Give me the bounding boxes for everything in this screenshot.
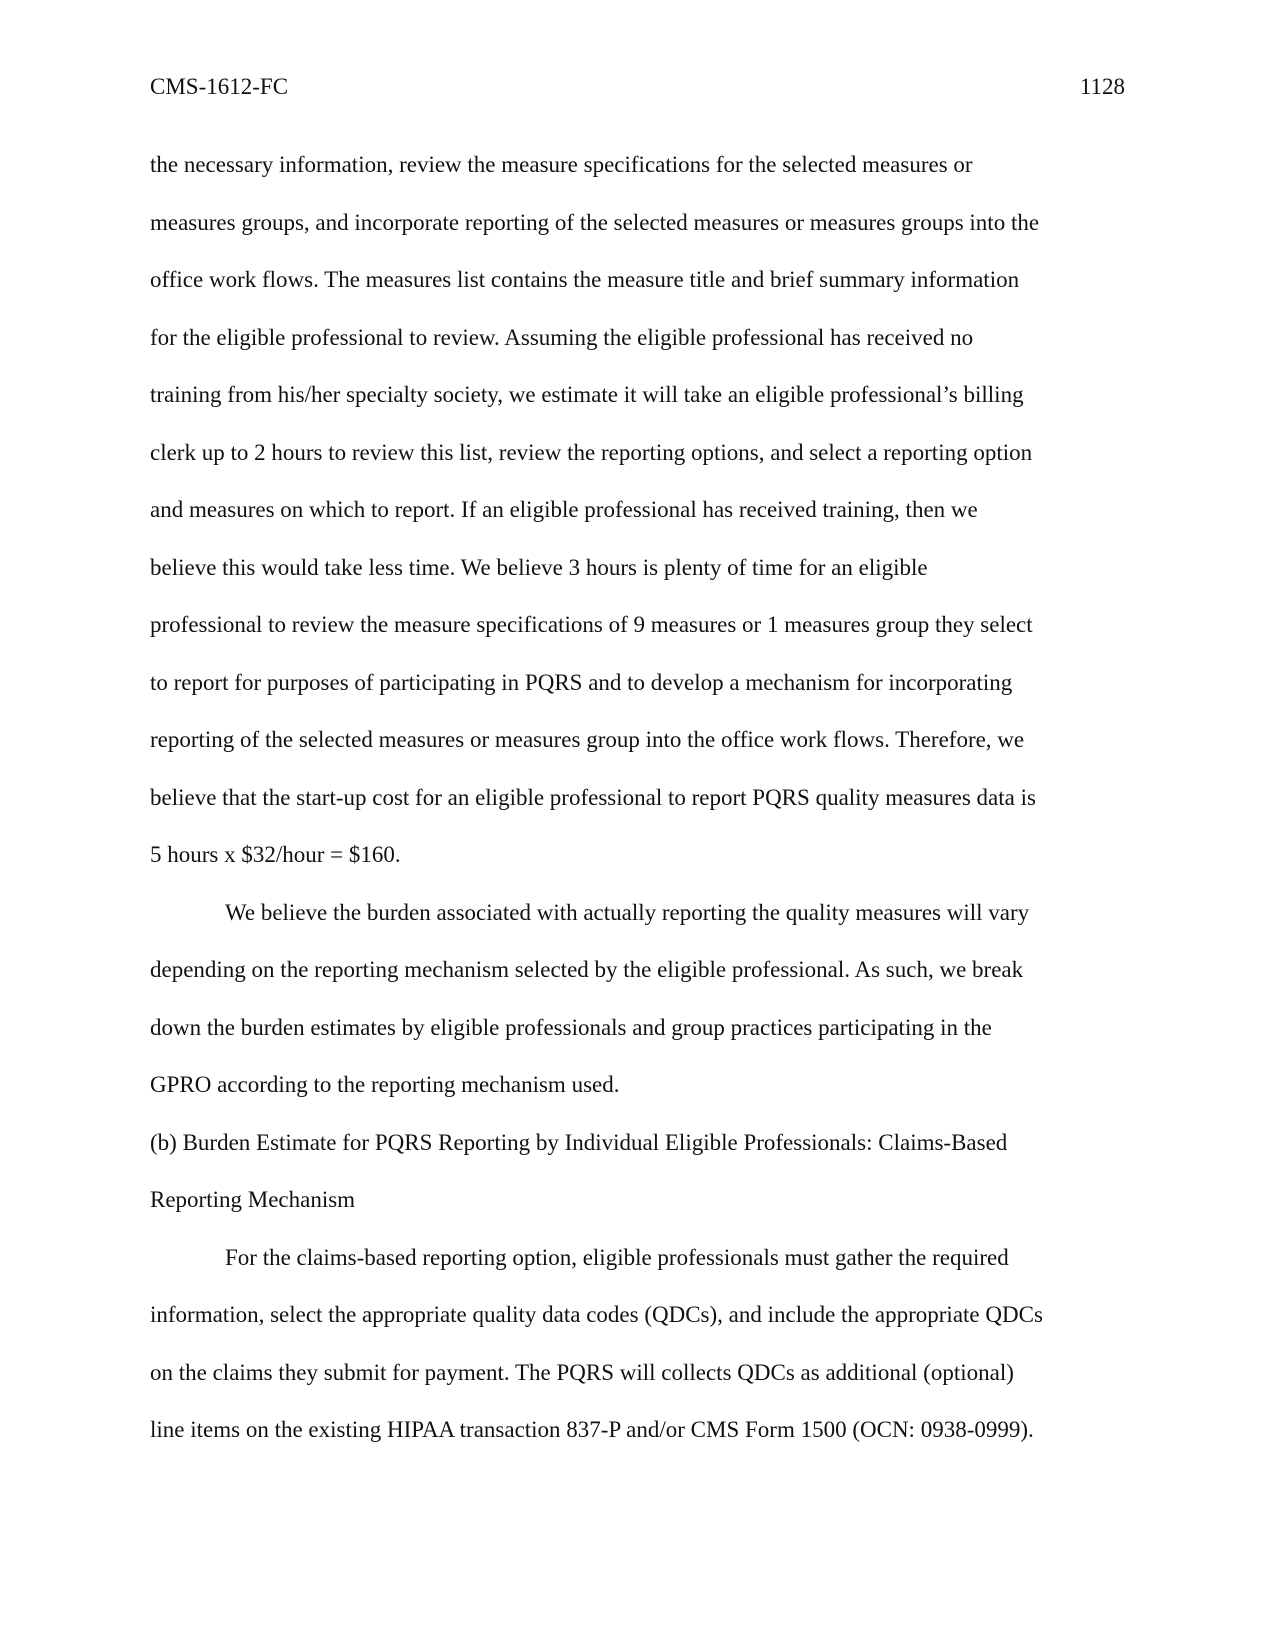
body-text [150,141,1125,1464]
section-heading: (b) Burden Estimate for PQRS Reporting by Individual Eligible Professionals: Claims-Based [150,1129,1008,1155]
text-line: for the eligible professional to review. Assuming the eligible professional has received no [150,324,974,350]
text-line: and measures on which to report. If an eligible professional has received training, then we [150,497,978,522]
text-line: believe that the start-up cost for an eligible professional to report PQRS quality measures data is [150,784,1036,810]
page-number: 1128 [1079,74,1125,99]
text-line: down the burden estimates by eligible professionals and group practices participating in the [150,1014,992,1040]
text-line: to report for purposes of participating in PQRS and to develop a mechanism for incorporating [150,669,1013,695]
text-line: the necessary information, review the measure specifications for the selected measures or [150,152,973,177]
text-line: reporting of the selected measures or measures group into the office work flows. Therefore, we [150,727,1025,752]
text-line: line items on the existing HIPAA transaction 837-P and/or CMS Form 1500 (OCN: 0938-0999). [150,1417,1034,1442]
page-header [150,72,1125,102]
text-line: 5 hours x $32/hour = $160. [150,842,401,867]
paragraph-first-line: We believe the burden associated with actually reporting the quality measures will vary [225,899,1030,925]
text-line: believe this would take less time. We believe 3 hours is plenty of time for an eligible [150,554,928,580]
text-line: office work flows. The measures list contains the measure title and brief summary information [150,267,1020,292]
text-line: information, select the appropriate quality data codes (QDCs), and include the appropriate QDCs [150,1302,1043,1327]
text-line: training from his/her specialty society, we estimate it will take an eligible professional’s billing [150,382,1024,407]
section-heading-continued: Reporting Mechanism [150,1187,356,1212]
text-line: on the claims they submit for payment. The PQRS will collects QDCs as additional (optional) [150,1359,1014,1385]
text-line: professional to review the measure specifications of 9 measures or 1 measures group they select [150,612,1033,637]
paragraph-first-line: For the claims-based reporting option, eligible professionals must gather the required [225,1244,1009,1270]
text-line: depending on the reporting mechanism selected by the eligible professional. As such, we break [150,957,1024,982]
text-line: measures groups, and incorporate reporting of the selected measures or measures groups into the [150,209,1040,235]
document-id: CMS-1612-FC [150,74,289,99]
text-line: clerk up to 2 hours to review this list, review the reporting options, and select a reporting option [150,439,1033,465]
text-line: GPRO according to the reporting mechanism used. [150,1072,620,1097]
